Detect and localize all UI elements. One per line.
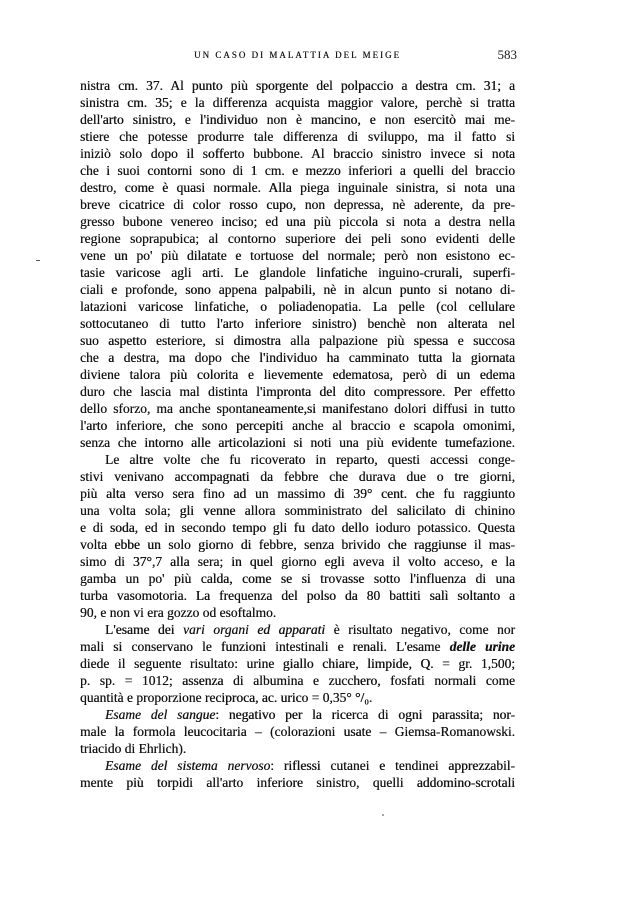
text-run: è risultato negativo, come nor — [325, 622, 516, 637]
text-line — [80, 638, 515, 655]
text-run: L'esame dei — [105, 622, 183, 637]
body-text — [80, 77, 515, 791]
text-line: l'arto inferiore, che sono percepiti anche al braccio e scapola omonimi, — [80, 418, 515, 433]
italic-run: vari organi ed apparati — [182, 622, 326, 637]
text-line: dell'arto sinistro, e l'individuo non è mancino, e non esercitò mai me- — [80, 112, 515, 127]
text-line: 90, e non vi era gozzo od esoftalmo. — [80, 605, 277, 620]
text-line: stiere che potesse produrre tale differenza di sviluppo, ma il fatto si — [80, 129, 515, 144]
paragraph — [80, 706, 515, 757]
text-line — [80, 757, 515, 774]
text-line: regione soprapubica; al contorno superiore dei peli sono evidenti delle — [80, 231, 515, 246]
text-run: : riflessi cutanei e tendinei apprezzabil- — [270, 758, 516, 773]
text-line: turba vasomotoria. La frequenza del polso da 80 battiti salì soltanto a — [80, 588, 515, 603]
text-line: breve cicatrice di color rosso cupo, non depressa, nè aderente, da pre- — [80, 197, 515, 212]
paragraph — [80, 451, 515, 621]
scan-speck — [36, 260, 40, 261]
text-line: ciali e profonde, sono appena palpabili, nè in alcun punto si notano di- — [80, 282, 515, 297]
text-line: iniziò solo dopo il sofferto bubbone. Al braccio sinistro invece si nota — [80, 146, 515, 161]
text-line: vene un po' più dilatate e tortuose del normale; però non esistono ec- — [80, 248, 515, 263]
scan-speck — [382, 814, 384, 816]
text-line: senza che intorno alle articolazioni si noti una più evidente tumefazione. — [80, 435, 515, 450]
page-number: 583 — [497, 47, 517, 62]
text-line — [80, 706, 515, 723]
paragraph — [80, 77, 515, 451]
text-line: latazioni varicose linfatiche, o poliadenopatia. La pelle (col cellulare — [80, 299, 515, 314]
text-line: sinistra cm. 35; e la differenza acquista maggior valore, perchè si tratta — [80, 95, 515, 110]
text-line: p. sp. = 1012; assenza di albumina e zucchero, fosfati normali come — [80, 673, 515, 688]
paragraph — [80, 621, 515, 706]
text-line: duro che lascia mal distinta l'impronta del dito compressore. Per effetto — [80, 384, 515, 399]
text-line: sottocutaneo di tutto l'arto inferiore sinistro) benchè non alterata nel — [80, 316, 515, 331]
text-line: che i suoi contorni sono di 1 cm. e mezzo inferiori a quelli del braccio — [80, 163, 515, 178]
italic-run: delle urine — [449, 639, 515, 654]
text-line: volta ebbe un solo giorno di febbre, senza brivido che raggiunse il mas- — [80, 537, 515, 552]
text-line: dello sforzo, ma anche spontaneamente,si manifestano dolori diffusi in tutto — [80, 401, 515, 416]
text-run: : negativo per la ricerca di ogni parassita; nor- — [215, 707, 515, 722]
text-line: diviene talora più colorita e lievemente edematosa, però di un edema — [80, 367, 515, 382]
text-line: stivi venivano accompagnati da febbre che durava due o tre giorni, — [80, 469, 515, 484]
text-line: tasie varicose agli arti. Le glandole linfatiche inguino-crurali, superfi- — [80, 265, 515, 280]
text-line: più alta verso sera fino ad un massimo di 39° cent. che fu raggiunto — [80, 486, 515, 501]
text-line: gamba un po' più calda, come se si trovasse sotto l'influenza di una — [80, 571, 515, 586]
paragraph — [80, 757, 515, 791]
text-line: diede il seguente risultato: urine giallo chiare, limpide, Q. = gr. 1,500; — [80, 656, 515, 671]
running-title: UN CASO DI MALATTIA DEL MEIGE — [194, 50, 401, 60]
text-line: che a destra, ma dopo che l'individuo ha camminato tutta la giornata — [80, 350, 515, 365]
text-line: quantità e proporzione reciproca, ac. urico = 0,35° °/₀. — [80, 690, 373, 705]
text-line: destro, come è quasi normale. Alla piega inguinale sinistra, si nota una — [80, 180, 515, 195]
text-line — [80, 621, 515, 638]
text-line: suo aspetto esteriore, si dimostra alla palpazione più spessa e succosa — [80, 333, 515, 348]
text-line: triacido di Ehrlich). — [80, 741, 187, 756]
text-line: Le altre volte che fu ricoverato in reparto, questi accessi conge- — [105, 452, 515, 467]
italic-run: Esame del sangue — [105, 707, 216, 722]
text-line: e di soda, ed in secondo tempo gli fu dato dello ioduro potassico. Questa — [80, 520, 515, 535]
text-line: mente più torpidi all'arto inferiore sinistro, quelli addomino-scrotali — [80, 775, 515, 790]
italic-run: Esame del sistema nervoso — [105, 758, 271, 773]
text-line: gresso bubone venereo inciso; ed una più piccola si nota a destra nella — [80, 214, 515, 229]
text-line: male la formola leucocitaria – (colorazioni usate – Giemsa-Romanowski. — [80, 724, 515, 739]
text-line: nistra cm. 37. Al punto più sporgente del polpaccio a destra cm. 31; a — [80, 78, 515, 93]
page-header — [80, 47, 515, 63]
text-run: mali si conservano le funzioni intestinali e renali. L'esame — [80, 639, 450, 654]
text-line: una volta sola; gli venne allora somministrato del salicilato di chinino — [80, 503, 515, 518]
text-line: simo di 37°,7 alla sera; in quel giorno egli aveva il volto acceso, e la — [80, 554, 515, 569]
